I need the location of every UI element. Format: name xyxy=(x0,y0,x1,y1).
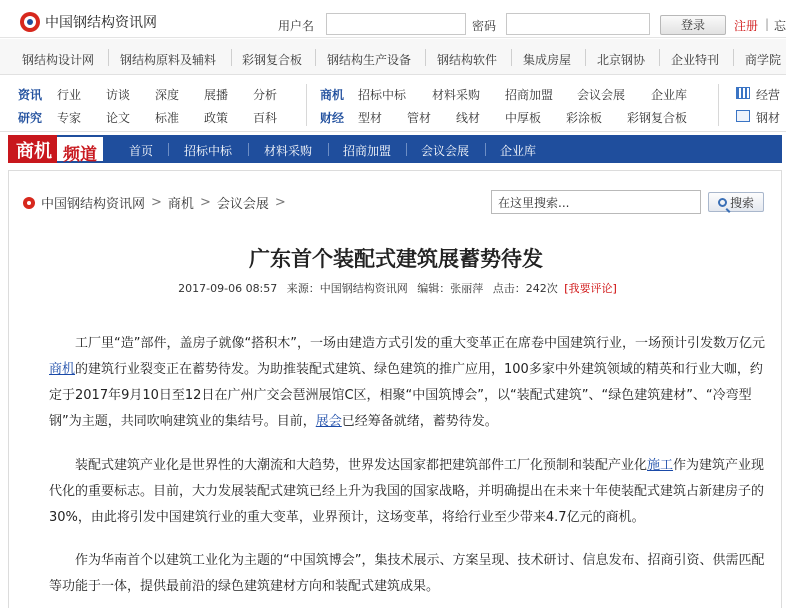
subnav-link[interactable]: 专家 xyxy=(57,111,82,125)
subnav-link[interactable]: 型材 xyxy=(358,111,383,125)
top-bar xyxy=(0,0,786,38)
article-panel xyxy=(8,170,782,608)
channel-nav-item[interactable]: 会议会展 xyxy=(421,144,470,158)
subnav-link[interactable]: 论文 xyxy=(106,111,131,125)
search-input[interactable] xyxy=(491,190,701,214)
subnav-link[interactable]: 材料采购 xyxy=(432,88,481,102)
username-input[interactable] xyxy=(326,13,466,35)
article-paragraph: 作为华南首个以建筑工业化为主题的“中国筑博会”，集技术展示、方案呈现、技术研讨、信息发布、招商引资、供需匹配等功能于一体，提供最前沿的绿色建筑建材方向和装配式建筑成果。 xyxy=(49,553,765,594)
category-item[interactable]: 企业特刊 xyxy=(671,53,720,67)
chevron-right-icon: > xyxy=(274,195,286,210)
category-item[interactable]: 钢结构设计网 xyxy=(22,53,95,67)
channel-nav-item[interactable]: 材料采购 xyxy=(264,144,313,158)
article-editor: 编辑：张丽萍 xyxy=(417,282,484,295)
subnav-link[interactable]: 分析 xyxy=(253,88,278,102)
divider xyxy=(168,143,169,156)
divider xyxy=(231,49,232,66)
register-link[interactable]: 注册 xyxy=(734,19,759,33)
breadcrumb-item[interactable]: 会议会展 xyxy=(216,197,269,212)
subnav-head-finance[interactable]: 财经 xyxy=(320,111,345,125)
category-item[interactable]: 彩钢复合板 xyxy=(242,53,303,67)
subnav-link[interactable]: 招标中标 xyxy=(358,88,407,102)
chevron-right-icon: > xyxy=(151,195,162,210)
article-meta xyxy=(9,280,783,296)
forgot-link[interactable]: 忘 xyxy=(774,19,786,33)
subnav-link[interactable]: 钢材 xyxy=(756,111,781,125)
divider xyxy=(585,49,586,66)
category-item[interactable]: 钢结构原料及辅料 xyxy=(120,53,217,67)
divider xyxy=(315,49,316,66)
chevron-right-icon: > xyxy=(199,195,211,210)
channel-title-main: 商机 xyxy=(8,135,57,163)
divider xyxy=(108,49,109,66)
logo-icon xyxy=(20,12,40,32)
subnav-link[interactable]: 展播 xyxy=(204,88,229,102)
divider xyxy=(406,143,407,156)
paragraph-text: 装配式建筑产业化是世界性的大潮流和大趋势，世界发达国家都把建筑部件工厂化预制和装配产业化 xyxy=(75,458,648,473)
keyword-link[interactable]: 施工 xyxy=(647,458,674,473)
channel-nav-item[interactable]: 企业库 xyxy=(500,144,537,158)
sub-navigation xyxy=(0,76,786,132)
category-bar xyxy=(0,39,786,75)
paragraph-text: 作为建筑产业现代化的重要标志。目前，大力发展装配式建筑已经上升为我国的国家战略，并明确提出在未来十年使装配式建筑占新建房子的30%，由此将引发中国建筑行业的重大变革，业界预计，这场变革，将给行业至少带来4.7亿元的商机。 xyxy=(49,458,765,525)
comment-link[interactable]: [我要评论] xyxy=(564,282,617,295)
channel-nav-item[interactable]: 招标中标 xyxy=(184,144,233,158)
divider xyxy=(248,143,249,156)
channel-nav-bar xyxy=(8,135,782,163)
subnav-link[interactable]: 标准 xyxy=(155,111,180,125)
password-input[interactable] xyxy=(506,13,650,35)
subnav-link[interactable]: 深度 xyxy=(155,88,180,102)
publish-date: 2017-09-06 08:57 xyxy=(178,282,278,295)
site-name: 中国钢结构资讯网 xyxy=(45,15,157,31)
divider xyxy=(328,143,329,156)
subnav-link[interactable]: 彩钢复合板 xyxy=(627,111,688,125)
password-label: 密码 xyxy=(472,19,497,33)
topbar-separator: | xyxy=(765,17,770,31)
keyword-link[interactable]: 商机 xyxy=(49,362,76,377)
paragraph-text: 的建筑行业裂变正在蓄势待发。为助推装配式建筑、绿色建筑的推广应用，100多家中外建筑领域的精英和行业大咖，约定于2017年9月10日至12日在广州广交会琶洲展馆C区，相聚“中国筑博会”，以“装配式建筑”、“绿色建筑建材”、“冷弯型钢”为主题，共同吹响建筑业的集结号。目前， xyxy=(49,362,763,429)
subnav-link[interactable]: 经营 xyxy=(756,88,781,102)
divider xyxy=(306,84,307,126)
category-item[interactable]: 钢结构生产设备 xyxy=(327,53,412,67)
paragraph-text: 已经筹备就绪，蓄势待发。 xyxy=(341,414,498,429)
keyword-link[interactable]: 展会 xyxy=(315,414,342,429)
subnav-head-news[interactable]: 资讯 xyxy=(18,88,43,102)
subnav-link[interactable]: 企业库 xyxy=(651,88,688,102)
category-item[interactable]: 钢结构软件 xyxy=(437,53,498,67)
divider xyxy=(733,49,734,66)
category-item[interactable]: 商学院 xyxy=(745,53,782,67)
article-paragraph xyxy=(49,331,765,435)
divider xyxy=(485,143,486,156)
article-paragraph xyxy=(49,453,765,531)
subnav-link[interactable]: 线材 xyxy=(456,111,481,125)
document-icon xyxy=(736,110,750,122)
site-logo[interactable] xyxy=(20,12,157,32)
category-item[interactable]: 北京钢协 xyxy=(597,53,646,67)
click-count: 点击：242次 xyxy=(492,282,558,295)
subnav-link[interactable]: 行业 xyxy=(57,88,82,102)
paragraph-text: 工厂里“造”部件，盖房子就像“搭积木”，一场由建造方式引发的重大变革正在席卷中国建筑行业，一场预计引发数万亿元 xyxy=(75,336,765,351)
channel-title xyxy=(8,135,103,163)
subnav-link[interactable]: 招商加盟 xyxy=(505,88,554,102)
breadcrumb xyxy=(23,193,292,212)
category-item[interactable]: 集成房屋 xyxy=(523,53,572,67)
article-source: 来源：中国钢结构资讯网 xyxy=(286,282,408,295)
channel-title-sub: 频道 xyxy=(57,137,103,161)
subnav-link[interactable]: 政策 xyxy=(204,111,229,125)
subnav-head-research[interactable]: 研究 xyxy=(18,111,43,125)
divider xyxy=(718,84,719,126)
channel-nav-item[interactable]: 首页 xyxy=(129,144,154,158)
location-icon xyxy=(23,197,35,209)
divider xyxy=(511,49,512,66)
login-button[interactable]: 登录 xyxy=(660,15,726,35)
search-icon xyxy=(718,198,727,207)
subnav-link[interactable]: 中厚板 xyxy=(505,111,542,125)
channel-nav-item[interactable]: 招商加盟 xyxy=(343,144,392,158)
subnav-link[interactable]: 会议会展 xyxy=(577,88,626,102)
calendar-icon xyxy=(736,87,750,99)
search-button-label: 搜索 xyxy=(729,195,754,210)
breadcrumb-item[interactable]: 中国钢结构资讯网 xyxy=(41,197,146,212)
subnav-link[interactable]: 百科 xyxy=(253,111,278,125)
subnav-link[interactable]: 访谈 xyxy=(106,88,131,102)
subnav-link[interactable]: 彩涂板 xyxy=(566,111,603,125)
username-label: 用户名 xyxy=(278,19,315,33)
search-button[interactable] xyxy=(708,192,764,212)
article-title: 广东首个装配式建筑展蓄势待发 xyxy=(249,247,543,271)
divider xyxy=(659,49,660,66)
divider xyxy=(425,49,426,66)
subnav-head-business[interactable]: 商机 xyxy=(320,88,345,102)
breadcrumb-item[interactable]: 商机 xyxy=(167,197,194,212)
subnav-link[interactable]: 管材 xyxy=(407,111,432,125)
